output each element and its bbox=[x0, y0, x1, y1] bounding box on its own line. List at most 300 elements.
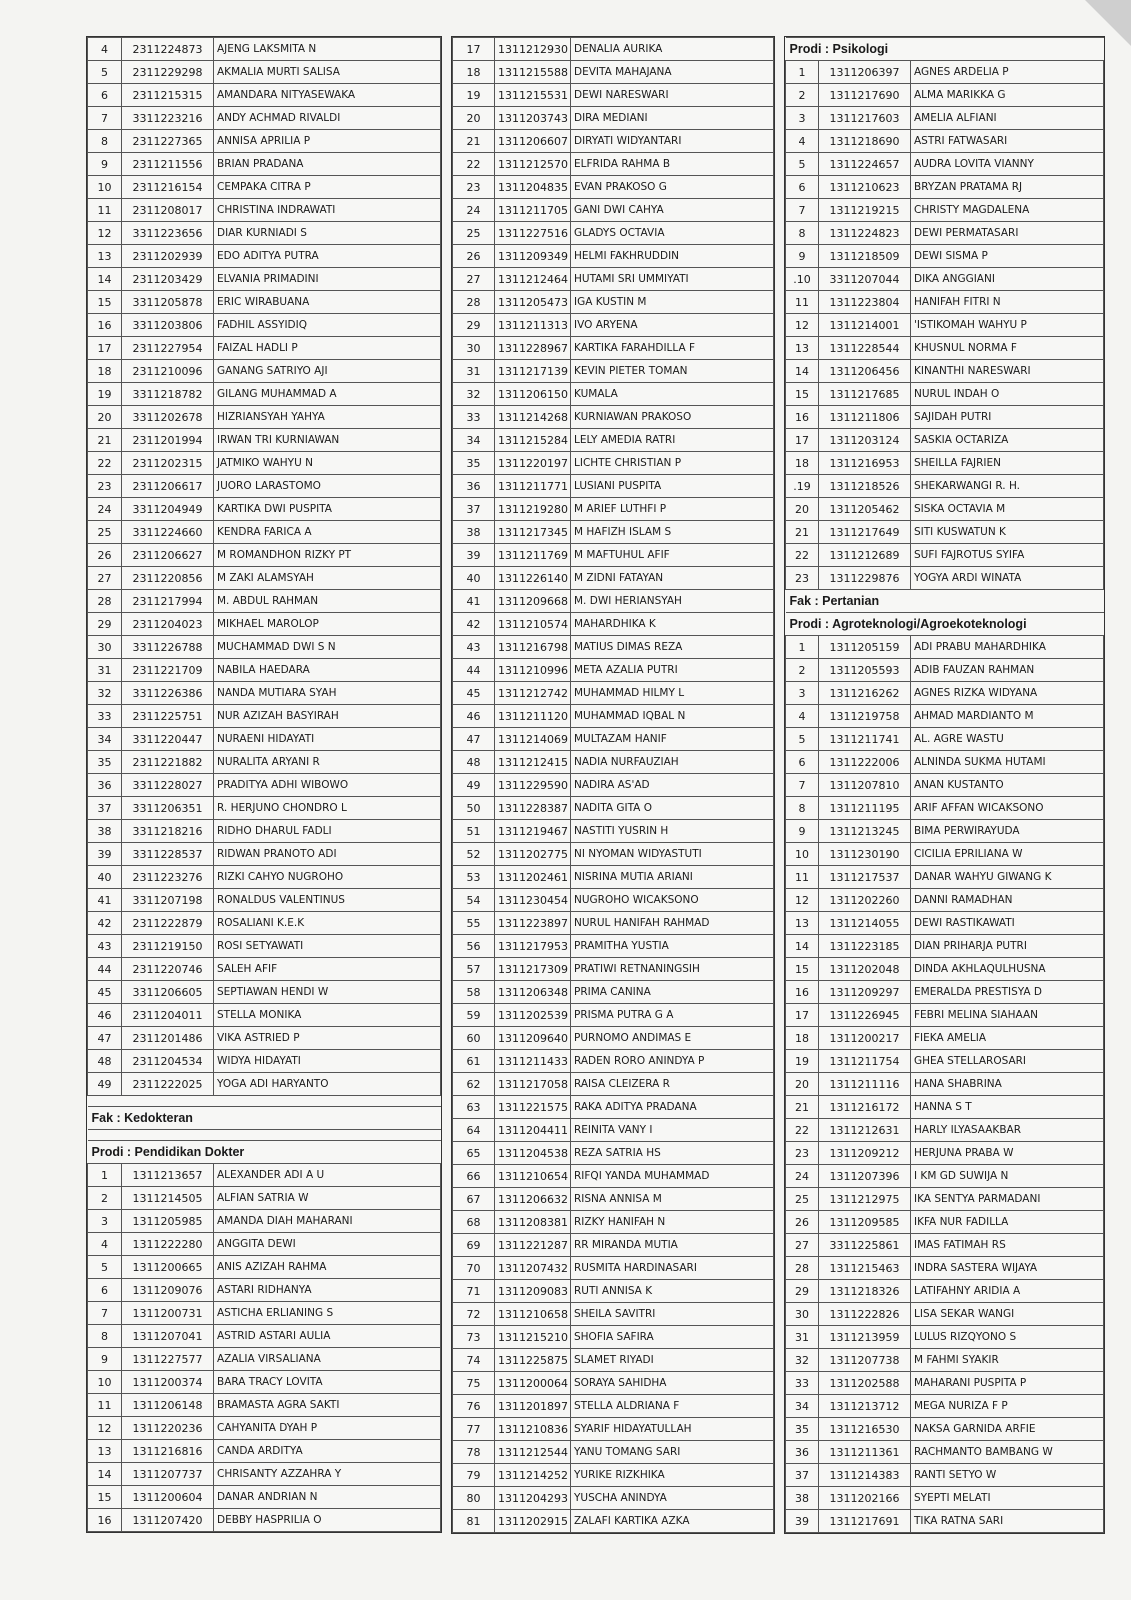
row-number: 29 bbox=[786, 1280, 819, 1303]
row-number: 5 bbox=[88, 61, 122, 84]
row-number: 21 bbox=[453, 130, 495, 153]
table-row bbox=[786, 176, 1104, 199]
student-name: NUGROHO WICAKSONO bbox=[571, 889, 774, 912]
table-row bbox=[453, 84, 774, 107]
faculty-heading-pertanian: Fak : Pertanian bbox=[786, 590, 1104, 613]
student-name: ERIC WIRABUANA bbox=[214, 291, 441, 314]
table-row bbox=[786, 222, 1104, 245]
student-name: NURAENI HIDAYATI bbox=[214, 728, 441, 751]
row-number: 23 bbox=[88, 475, 122, 498]
student-name: RANTI SETYO W bbox=[911, 1464, 1104, 1487]
table-row bbox=[786, 107, 1104, 130]
student-id: 1311200374 bbox=[122, 1371, 214, 1394]
student-id: 1311214055 bbox=[819, 912, 911, 935]
table-row bbox=[453, 1234, 774, 1257]
row-number: 35 bbox=[88, 751, 122, 774]
row-number: 20 bbox=[786, 1073, 819, 1096]
student-id: 2311223276 bbox=[122, 866, 214, 889]
student-name: PRADITYA ADHI WIBOWO bbox=[214, 774, 441, 797]
student-name: YOGA ADI HARYANTO bbox=[214, 1073, 441, 1096]
student-id: 1311217309 bbox=[495, 958, 571, 981]
student-id: 1311207396 bbox=[819, 1165, 911, 1188]
table-row bbox=[88, 1509, 441, 1532]
student-id: 2311217994 bbox=[122, 590, 214, 613]
student-id: 1311209668 bbox=[495, 590, 571, 613]
row-number: 42 bbox=[88, 912, 122, 935]
student-id: 1311206397 bbox=[819, 61, 911, 84]
table-row bbox=[88, 245, 441, 268]
table-row bbox=[453, 498, 774, 521]
row-number: 22 bbox=[453, 153, 495, 176]
table-row bbox=[88, 1233, 441, 1256]
row-number: 17 bbox=[786, 429, 819, 452]
student-name: M HAFIZH ISLAM S bbox=[571, 521, 774, 544]
table-row bbox=[88, 1187, 441, 1210]
student-id: 1311221287 bbox=[495, 1234, 571, 1257]
student-name: NADIA NURFAUZIAH bbox=[571, 751, 774, 774]
row-number: 12 bbox=[786, 314, 819, 337]
row-number: 32 bbox=[88, 682, 122, 705]
table-row bbox=[453, 544, 774, 567]
table-row bbox=[453, 176, 774, 199]
student-id: 1311227516 bbox=[495, 222, 571, 245]
row-number: 12 bbox=[88, 1417, 122, 1440]
row-number: 20 bbox=[453, 107, 495, 130]
student-name: RAKA ADITYA PRADANA bbox=[571, 1096, 774, 1119]
student-id: 1311203743 bbox=[495, 107, 571, 130]
student-name: META AZALIA PUTRI bbox=[571, 659, 774, 682]
table-row bbox=[88, 544, 441, 567]
student-name: LULUS RIZQYONO S bbox=[911, 1326, 1104, 1349]
table-row bbox=[453, 705, 774, 728]
student-id: 3311225861 bbox=[819, 1234, 911, 1257]
row-number: 23 bbox=[786, 1142, 819, 1165]
row-number: 69 bbox=[453, 1234, 495, 1257]
student-name: PRATIWI RETNANINGSIH bbox=[571, 958, 774, 981]
table-row bbox=[453, 291, 774, 314]
student-id: 3311224660 bbox=[122, 521, 214, 544]
student-name: GILANG MUHAMMAD A bbox=[214, 383, 441, 406]
student-name: ADI PRABU MAHARDHIKA bbox=[911, 636, 1104, 659]
table-row bbox=[786, 1395, 1104, 1418]
student-name: DANAR WAHYU GIWANG K bbox=[911, 866, 1104, 889]
row-number: 62 bbox=[453, 1073, 495, 1096]
student-name: BRAMASTA AGRA SAKTI bbox=[214, 1394, 441, 1417]
row-number: 49 bbox=[88, 1073, 122, 1096]
student-id: 1311214069 bbox=[495, 728, 571, 751]
table-row bbox=[453, 613, 774, 636]
student-id: 1311209640 bbox=[495, 1027, 571, 1050]
table-row bbox=[88, 521, 441, 544]
student-name: DEWI SISMA P bbox=[911, 245, 1104, 268]
table-row bbox=[453, 1211, 774, 1234]
student-id: 1311228544 bbox=[819, 337, 911, 360]
student-name: ANNISA APRILIA P bbox=[214, 130, 441, 153]
table-row bbox=[453, 728, 774, 751]
student-name: AUDRA LOVITA VIANNY bbox=[911, 153, 1104, 176]
table-row bbox=[453, 245, 774, 268]
row-number: 43 bbox=[453, 636, 495, 659]
student-name: RIDWAN PRANOTO ADI bbox=[214, 843, 441, 866]
student-id: 1311212689 bbox=[819, 544, 911, 567]
student-id: 1311225875 bbox=[495, 1349, 571, 1372]
student-id: 3311228027 bbox=[122, 774, 214, 797]
student-name: LUSIANI PUSPITA bbox=[571, 475, 774, 498]
student-name: PRISMA PUTRA G A bbox=[571, 1004, 774, 1027]
student-id: 1311210836 bbox=[495, 1418, 571, 1441]
table-row bbox=[453, 1096, 774, 1119]
student-name: ROSI SETYAWATI bbox=[214, 935, 441, 958]
student-name: MUHAMMAD HILMY L bbox=[571, 682, 774, 705]
student-id: 1311205593 bbox=[819, 659, 911, 682]
table-row bbox=[786, 797, 1104, 820]
row-number: 26 bbox=[786, 1211, 819, 1234]
row-number: 66 bbox=[453, 1165, 495, 1188]
student-id: 1311211806 bbox=[819, 406, 911, 429]
table-row bbox=[88, 452, 441, 475]
student-id: 1311206456 bbox=[819, 360, 911, 383]
table-row bbox=[786, 337, 1104, 360]
student-name: RAISA CLEIZERA R bbox=[571, 1073, 774, 1096]
table-row bbox=[88, 1027, 441, 1050]
row-number: 75 bbox=[453, 1372, 495, 1395]
student-id: 1311214001 bbox=[819, 314, 911, 337]
table-row bbox=[786, 130, 1104, 153]
table-row bbox=[88, 659, 441, 682]
table-row bbox=[88, 1371, 441, 1394]
student-id: 1311217345 bbox=[495, 521, 571, 544]
table-row bbox=[453, 1142, 774, 1165]
student-id: 1311215463 bbox=[819, 1257, 911, 1280]
table-row bbox=[453, 383, 774, 406]
student-name: BIMA PERWIRAYUDA bbox=[911, 820, 1104, 843]
student-name: KURNIAWAN PRAKOSO bbox=[571, 406, 774, 429]
student-id: 1311209349 bbox=[495, 245, 571, 268]
table-row bbox=[453, 1418, 774, 1441]
student-id: 1311212570 bbox=[495, 153, 571, 176]
table-row bbox=[453, 107, 774, 130]
table-row bbox=[453, 521, 774, 544]
student-id: 1311218509 bbox=[819, 245, 911, 268]
student-name: HANNA S T bbox=[911, 1096, 1104, 1119]
student-id: 1311222006 bbox=[819, 751, 911, 774]
table-row bbox=[786, 958, 1104, 981]
student-id: 1311219467 bbox=[495, 820, 571, 843]
student-id: 1311209076 bbox=[122, 1279, 214, 1302]
student-id: 1311206150 bbox=[495, 383, 571, 406]
row-number: 48 bbox=[453, 751, 495, 774]
student-id: 1311205473 bbox=[495, 291, 571, 314]
student-name: NURALITA ARYANI R bbox=[214, 751, 441, 774]
prodi-heading-psikologi: Prodi : Psikologi bbox=[786, 38, 1104, 61]
student-id: 1311201897 bbox=[495, 1395, 571, 1418]
student-id: 1311202539 bbox=[495, 1004, 571, 1027]
student-name: RIFQI YANDA MUHAMMAD bbox=[571, 1165, 774, 1188]
student-id: 2311220746 bbox=[122, 958, 214, 981]
student-list-pendidikan-dokter bbox=[88, 1164, 441, 1532]
student-id: 1311216172 bbox=[819, 1096, 911, 1119]
table-row bbox=[88, 268, 441, 291]
table-row bbox=[786, 1349, 1104, 1372]
table-row bbox=[786, 728, 1104, 751]
row-number: 80 bbox=[453, 1487, 495, 1510]
row-number: 15 bbox=[88, 291, 122, 314]
student-id: 1311219758 bbox=[819, 705, 911, 728]
row-number: 49 bbox=[453, 774, 495, 797]
student-id: 1311204293 bbox=[495, 1487, 571, 1510]
row-number: 55 bbox=[453, 912, 495, 935]
student-name: M ZIDNI FATAYAN bbox=[571, 567, 774, 590]
row-number: 21 bbox=[786, 521, 819, 544]
student-name: AMANDA DIAH MAHARANI bbox=[214, 1210, 441, 1233]
row-number: 60 bbox=[453, 1027, 495, 1050]
student-id: 1311209585 bbox=[819, 1211, 911, 1234]
row-number: 10 bbox=[786, 843, 819, 866]
student-name: NADIRA AS'AD bbox=[571, 774, 774, 797]
student-name: YOGYA ARDI WINATA bbox=[911, 567, 1104, 590]
student-id: 2311201486 bbox=[122, 1027, 214, 1050]
student-name: RUSMITA HARDINASARI bbox=[571, 1257, 774, 1280]
student-name: ASTRID ASTARI AULIA bbox=[214, 1325, 441, 1348]
table-row bbox=[786, 383, 1104, 406]
student-id: 1311200731 bbox=[122, 1302, 214, 1325]
table-row bbox=[453, 682, 774, 705]
student-id: 3311203806 bbox=[122, 314, 214, 337]
row-number: 14 bbox=[786, 360, 819, 383]
table-row bbox=[88, 1164, 441, 1187]
row-number: 28 bbox=[88, 590, 122, 613]
student-name: KARTIKA FARAHDILLA F bbox=[571, 337, 774, 360]
row-number: 17 bbox=[88, 337, 122, 360]
row-number: 33 bbox=[453, 406, 495, 429]
table-row bbox=[453, 1257, 774, 1280]
student-name: MATIUS DIMAS REZA bbox=[571, 636, 774, 659]
row-number: 22 bbox=[786, 544, 819, 567]
student-name: IVO ARYENA bbox=[571, 314, 774, 337]
student-name: FIEKA AMELIA bbox=[911, 1027, 1104, 1050]
student-name: DEWI RASTIKAWATI bbox=[911, 912, 1104, 935]
student-name: ALFIAN SATRIA W bbox=[214, 1187, 441, 1210]
student-id: 1311206607 bbox=[495, 130, 571, 153]
row-number: 9 bbox=[88, 153, 122, 176]
student-name: FAIZAL HADLI P bbox=[214, 337, 441, 360]
table-row bbox=[786, 1119, 1104, 1142]
prodi-heading-agroteknologi: Prodi : Agroteknologi/Agroekoteknologi bbox=[786, 613, 1104, 636]
row-number: 52 bbox=[453, 843, 495, 866]
table-row bbox=[453, 889, 774, 912]
row-number: 36 bbox=[786, 1441, 819, 1464]
row-number: 19 bbox=[88, 383, 122, 406]
student-id: 1311204411 bbox=[495, 1119, 571, 1142]
student-id: 1311217058 bbox=[495, 1073, 571, 1096]
row-number: 37 bbox=[88, 797, 122, 820]
student-id: 2311204011 bbox=[122, 1004, 214, 1027]
table-row bbox=[786, 1142, 1104, 1165]
student-id: 1311218526 bbox=[819, 475, 911, 498]
table-row bbox=[88, 1279, 441, 1302]
student-name: IKA SENTYA PARMADANI bbox=[911, 1188, 1104, 1211]
table-row bbox=[88, 1463, 441, 1486]
row-number: 30 bbox=[88, 636, 122, 659]
student-id: 1311217649 bbox=[819, 521, 911, 544]
row-number: 38 bbox=[453, 521, 495, 544]
table-row bbox=[88, 958, 441, 981]
table-row bbox=[453, 843, 774, 866]
row-number: 33 bbox=[786, 1372, 819, 1395]
row-number: 39 bbox=[453, 544, 495, 567]
row-number: 40 bbox=[453, 567, 495, 590]
student-id: 1311206148 bbox=[122, 1394, 214, 1417]
student-id: 1311206348 bbox=[495, 981, 571, 1004]
student-name: RONALDUS VALENTINUS bbox=[214, 889, 441, 912]
student-id: 1311202166 bbox=[819, 1487, 911, 1510]
student-name: KHUSNUL NORMA F bbox=[911, 337, 1104, 360]
row-number: 5 bbox=[786, 153, 819, 176]
row-number: 18 bbox=[786, 1027, 819, 1050]
student-name: CANDA ARDITYA bbox=[214, 1440, 441, 1463]
student-name: M ZAKI ALAMSYAH bbox=[214, 567, 441, 590]
row-number: 32 bbox=[786, 1349, 819, 1372]
student-id: 1311224657 bbox=[819, 153, 911, 176]
row-number: 25 bbox=[88, 521, 122, 544]
row-number: 9 bbox=[88, 1348, 122, 1371]
table-row bbox=[786, 1487, 1104, 1510]
row-number: 5 bbox=[88, 1256, 122, 1279]
student-id: 1311210658 bbox=[495, 1303, 571, 1326]
row-number: 6 bbox=[786, 751, 819, 774]
student-id: 1311226945 bbox=[819, 1004, 911, 1027]
student-id: 2311219150 bbox=[122, 935, 214, 958]
table-row bbox=[453, 360, 774, 383]
row-number: 15 bbox=[786, 383, 819, 406]
student-id: 1311220197 bbox=[495, 452, 571, 475]
table-row bbox=[453, 1004, 774, 1027]
row-number: 2 bbox=[88, 1187, 122, 1210]
student-id: 3311207044 bbox=[819, 268, 911, 291]
student-name: JUORO LARASTOMO bbox=[214, 475, 441, 498]
student-id: 1311212742 bbox=[495, 682, 571, 705]
student-name: DIAN PRIHARJA PUTRI bbox=[911, 935, 1104, 958]
student-name: INDRA SASTERA WIJAYA bbox=[911, 1257, 1104, 1280]
table-row bbox=[88, 130, 441, 153]
student-name: BARA TRACY LOVITA bbox=[214, 1371, 441, 1394]
row-number: 47 bbox=[88, 1027, 122, 1050]
student-name: PURNOMO ANDIMAS E bbox=[571, 1027, 774, 1050]
row-number: 18 bbox=[453, 61, 495, 84]
student-id: 3311226386 bbox=[122, 682, 214, 705]
table-row bbox=[88, 199, 441, 222]
student-name: CEMPAKA CITRA P bbox=[214, 176, 441, 199]
row-number: 32 bbox=[453, 383, 495, 406]
student-id: 1311218690 bbox=[819, 130, 911, 153]
table-row bbox=[453, 475, 774, 498]
student-name: CHRISTINA INDRAWATI bbox=[214, 199, 441, 222]
table-row bbox=[786, 1280, 1104, 1303]
student-name: MUCHAMMAD DWI S N bbox=[214, 636, 441, 659]
student-name: MUHAMMAD IQBAL N bbox=[571, 705, 774, 728]
table-row bbox=[786, 1073, 1104, 1096]
student-name: KEVIN PIETER TOMAN bbox=[571, 360, 774, 383]
row-number: 30 bbox=[786, 1303, 819, 1326]
table-row bbox=[88, 1004, 441, 1027]
row-number: 43 bbox=[88, 935, 122, 958]
student-id: 1311216798 bbox=[495, 636, 571, 659]
table-row bbox=[786, 268, 1104, 291]
row-number: 9 bbox=[786, 245, 819, 268]
table-row bbox=[786, 153, 1104, 176]
student-name: NABILA HAEDARA bbox=[214, 659, 441, 682]
row-number: 22 bbox=[786, 1119, 819, 1142]
student-name: REINITA VANY I bbox=[571, 1119, 774, 1142]
student-name: AZALIA VIRSALIANA bbox=[214, 1348, 441, 1371]
student-id: 1311211120 bbox=[495, 705, 571, 728]
row-number: 6 bbox=[88, 1279, 122, 1302]
student-id: 1311217690 bbox=[819, 84, 911, 107]
student-name: YUSCHA ANINDYA bbox=[571, 1487, 774, 1510]
table-row bbox=[453, 61, 774, 84]
table-row bbox=[786, 1303, 1104, 1326]
table-row bbox=[88, 797, 441, 820]
column-2 bbox=[451, 36, 775, 1534]
student-id: 1311207810 bbox=[819, 774, 911, 797]
student-id: 1311222280 bbox=[122, 1233, 214, 1256]
student-name: DINDA AKHLAQULHUSNA bbox=[911, 958, 1104, 981]
row-number: 46 bbox=[88, 1004, 122, 1027]
row-number: 64 bbox=[453, 1119, 495, 1142]
student-name: EVAN PRAKOSO G bbox=[571, 176, 774, 199]
table-row bbox=[88, 613, 441, 636]
student-list-middle bbox=[453, 38, 774, 1533]
student-id: 2311201994 bbox=[122, 429, 214, 452]
table-row bbox=[88, 1486, 441, 1509]
student-id: 3311228537 bbox=[122, 843, 214, 866]
student-id: 1311206632 bbox=[495, 1188, 571, 1211]
table-row bbox=[88, 475, 441, 498]
row-number: 40 bbox=[88, 866, 122, 889]
student-id: 2311204534 bbox=[122, 1050, 214, 1073]
student-id: 1311205985 bbox=[122, 1210, 214, 1233]
table-row bbox=[786, 820, 1104, 843]
row-number: 54 bbox=[453, 889, 495, 912]
row-number: 38 bbox=[88, 820, 122, 843]
table-row bbox=[786, 912, 1104, 935]
row-number: 2 bbox=[786, 659, 819, 682]
student-name: LICHTE CHRISTIAN P bbox=[571, 452, 774, 475]
row-number: 14 bbox=[88, 268, 122, 291]
row-number: 79 bbox=[453, 1464, 495, 1487]
student-name: DANAR ANDRIAN N bbox=[214, 1486, 441, 1509]
student-id: 1311230454 bbox=[495, 889, 571, 912]
student-name: HANIFAH FITRI N bbox=[911, 291, 1104, 314]
row-number: 6 bbox=[88, 84, 122, 107]
student-name: R. HERJUNO CHONDRO L bbox=[214, 797, 441, 820]
row-number: 38 bbox=[786, 1487, 819, 1510]
student-name: EDO ADITYA PUTRA bbox=[214, 245, 441, 268]
student-id: 1311229590 bbox=[495, 774, 571, 797]
student-id: 2311204023 bbox=[122, 613, 214, 636]
student-name: VIKA ASTRIED P bbox=[214, 1027, 441, 1050]
student-id: 1311213959 bbox=[819, 1326, 911, 1349]
table-row bbox=[453, 38, 774, 61]
row-number: 31 bbox=[88, 659, 122, 682]
student-id: 2311211556 bbox=[122, 153, 214, 176]
student-id: 1311217603 bbox=[819, 107, 911, 130]
student-name: BRYZAN PRATAMA RJ bbox=[911, 176, 1104, 199]
student-id: 2311210096 bbox=[122, 360, 214, 383]
student-id: 1311212544 bbox=[495, 1441, 571, 1464]
row-number: 18 bbox=[88, 360, 122, 383]
student-id: 1311204538 bbox=[495, 1142, 571, 1165]
